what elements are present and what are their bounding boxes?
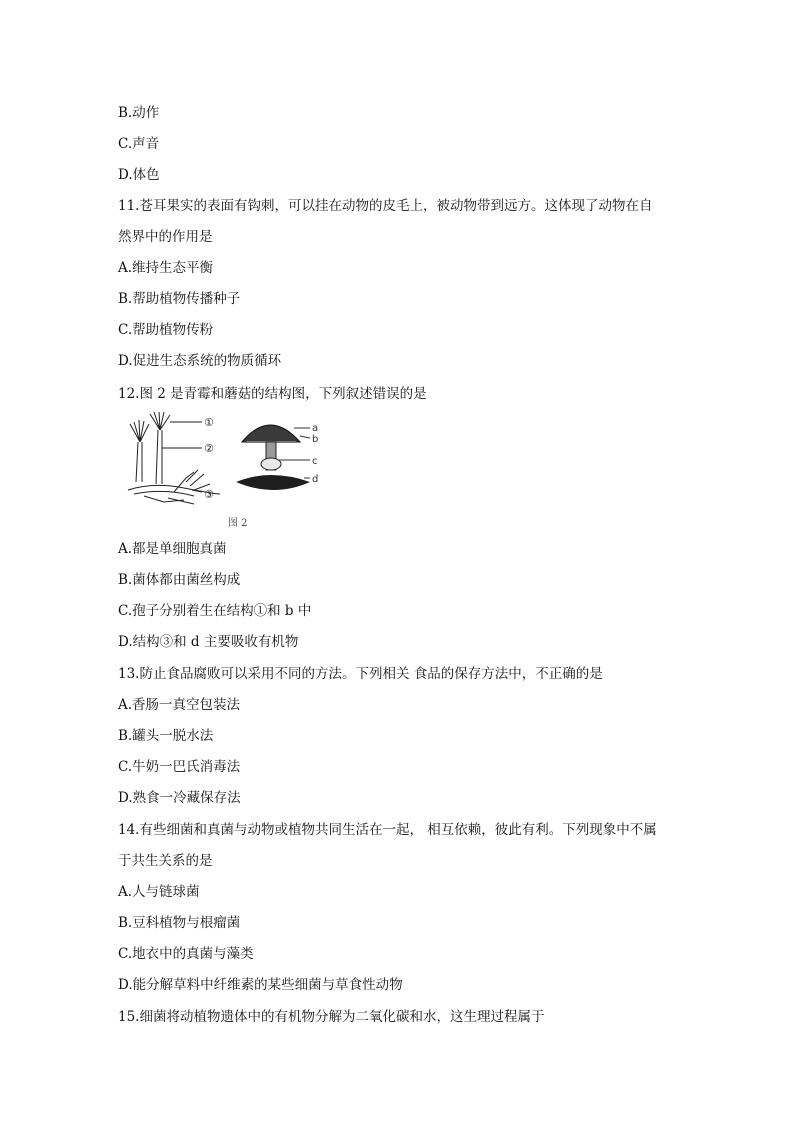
question-12-stem: 12.图 2 是青霉和蘑菇的结构图，下列叙述错误的是 xyxy=(118,386,427,402)
label-structure-3: ③ xyxy=(204,488,214,501)
mushroom-drawing xyxy=(236,425,310,490)
option-b-q13: B.罐头一脱水法 xyxy=(118,728,214,744)
option-d-q11: D.促进生态系统的物质循环 xyxy=(118,353,282,369)
question-14-stem-line1: 14.有些细菌和真菌与动物或植物共同生活在一起， 相互依赖，彼此有利。下列现象中不属 xyxy=(118,822,657,838)
option-a-q12: A.都是单细胞真菌 xyxy=(118,541,227,557)
option-d-q12: D.结构③和 d 主要吸收有机物 xyxy=(118,634,299,650)
option-d-q14: D.能分解草料中纤维素的某些细菌与草食性动物 xyxy=(118,977,403,993)
question-15-stem: 15.细菌将动植物遗体中的有机物分解为二氧化碳和水，这生理过程属于 xyxy=(118,1009,545,1025)
option-b-q11: B.帮助植物传播种子 xyxy=(118,291,241,307)
label-structure-2: ② xyxy=(204,442,214,455)
option-b-q10: B.动作 xyxy=(118,105,160,121)
option-c-q11: C.帮助植物传粉 xyxy=(118,322,214,338)
question-14-stem-line2: 于共生关系的是 xyxy=(118,853,213,869)
option-a-q14: A.人与链球菌 xyxy=(118,884,200,900)
option-c-q10: C.声音 xyxy=(118,136,160,152)
question-11-stem-line1: 11.苍耳果实的表面有钩刺，可以挂在动物的皮毛上，被动物带到远方。这体现了动物在自 xyxy=(118,198,653,214)
option-b-q14: B.豆科植物与根瘤菌 xyxy=(118,915,241,931)
option-c-q13: C.牛奶一巴氏消毒法 xyxy=(118,759,241,775)
label-d: d xyxy=(312,474,319,485)
figure-caption: 图 2 xyxy=(228,518,248,529)
option-d-q13: D.熟食一冷藏保存法 xyxy=(118,790,241,806)
question-13-stem: 13.防止食品腐败可以采用不同的方法。下列相关 食品的保存方法中，不正确的是 xyxy=(118,666,603,682)
label-a: a xyxy=(312,423,319,434)
mushroom-labels xyxy=(312,423,318,485)
figure-2-penicillium-mushroom xyxy=(124,412,324,534)
label-structure-1: ① xyxy=(204,416,214,429)
option-c-q14: C.地衣中的真菌与藻类 xyxy=(118,946,254,962)
label-c: c xyxy=(312,456,318,467)
penicillium-labels xyxy=(204,416,214,501)
question-11-stem-line2: 然界中的作用是 xyxy=(118,229,213,245)
option-a-q13: A.香肠一真空包装法 xyxy=(118,697,241,713)
option-d-q10: D.体色 xyxy=(118,167,160,183)
option-c-q12: C.孢子分别着生在结构①和 b 中 xyxy=(118,603,312,619)
option-a-q11: A.维持生态平衡 xyxy=(118,260,214,276)
option-b-q12: B.菌体都由菌丝构成 xyxy=(118,572,241,588)
label-b: b xyxy=(312,434,319,445)
